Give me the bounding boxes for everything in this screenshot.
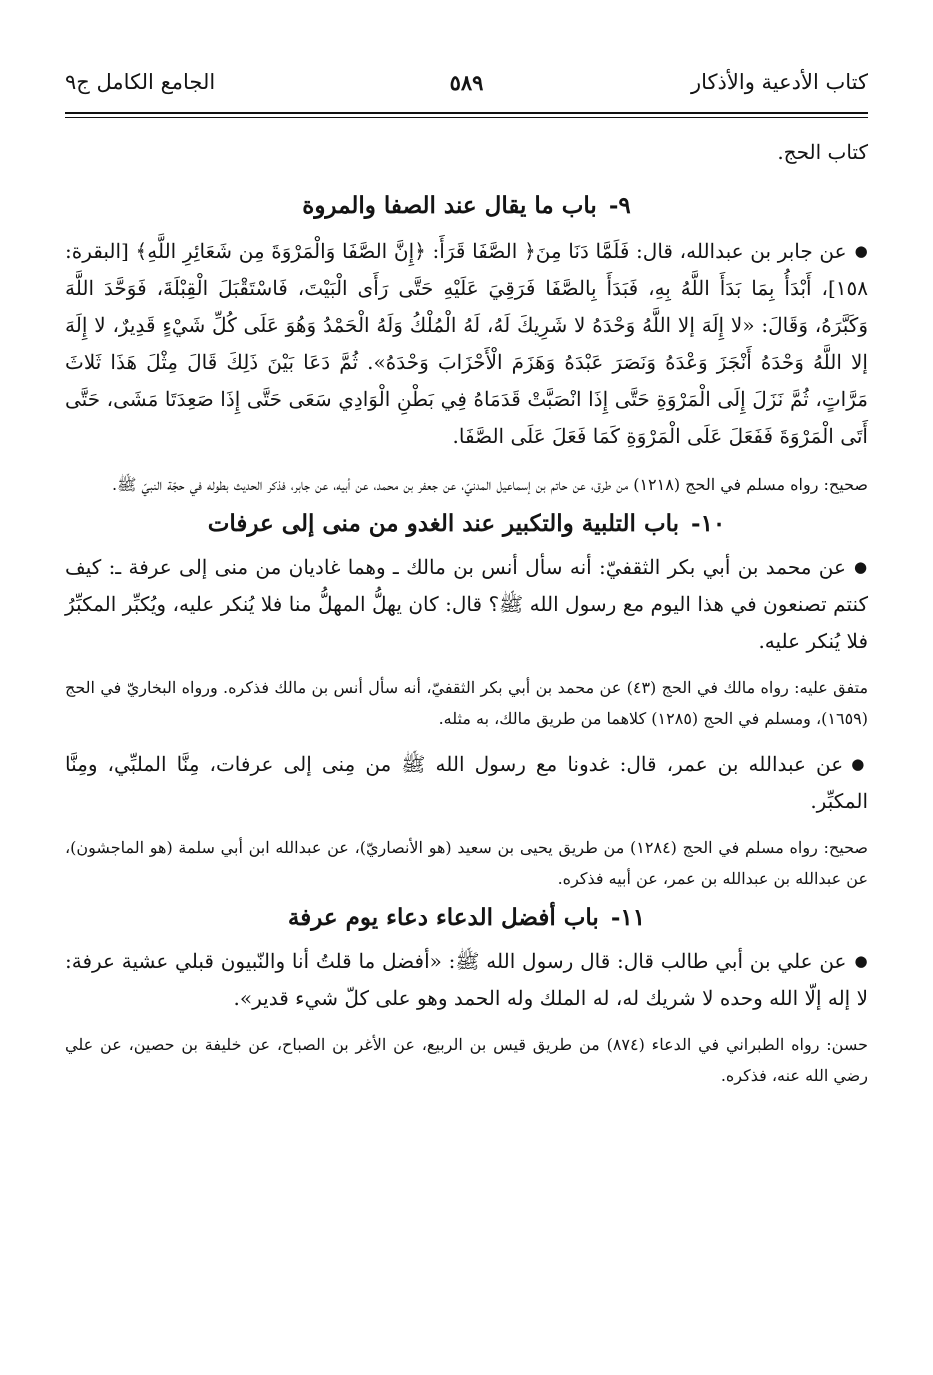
section-number: ١٠-: [691, 510, 726, 537]
section-heading-10: [65, 512, 868, 535]
hadith-text: عن عبدالله بن عمر، قال: غدونا مع رسول الله ﷺ من مِنى إلى عرفات، مِنَّا الملبِّي، ومِنَّا المكبِّر.: [65, 752, 868, 813]
hadith-grading: متفق عليه: رواه مالك في الحج (٤٣) عن محمد بن أبي بكر الثقفيّ، أنه سأل أنس بن مالك فذكره. ورواه البخاريّ في الحج (١٦٥٩)، ومسلم في الحج (١٢٨٥) كلاهما من طريق مالك، به مثله.: [65, 678, 869, 728]
header-rule-thin: [65, 117, 868, 118]
running-header: [65, 62, 868, 112]
book-title: كتاب الأدعية والأذكار: [691, 70, 868, 94]
section-title: باب التلبية والتكبير عند الغدو من منى إلى عرفات: [207, 510, 680, 537]
section-title: باب ما يقال عند الصفا والمروة: [302, 192, 597, 219]
hadith-grading: صحيح: رواه مسلم في الحج (١٢٨٤) من طريق يحيى بن سعيد (هو الأنصاريّ)، عن عبدالله ابن أبي سلمة (هو الماجشون)، عن عبدالله بن عبدالله بن عمر، عن أبيه فذكره.: [65, 838, 868, 888]
page-number: ٥٨٩: [449, 70, 484, 95]
volume-label: الجامع الكامل ج٩: [65, 70, 216, 94]
hadith-paragraph: [65, 943, 868, 1017]
hadith-paragraph: [65, 746, 868, 820]
hadith-text: عن محمد بن أبي بكر الثقفيّ: أنه سأل أنس بن مالك ـ وهما غاديان من منى إلى عرفة ـ: كيف كنتم تصنعون في هذا اليوم مع رسول الله ﷺ؟ قال: كان يهلُّ المهلُّ منا فلا يُنكر عليه، ويُكبِّر المكبِّرُ فلا يُنكر عليه.: [65, 555, 868, 653]
bullet-icon: ●: [851, 755, 868, 773]
hadith-paragraph: [65, 233, 868, 455]
bullet-icon: ●: [854, 242, 868, 260]
section-number: ١١-: [610, 904, 646, 931]
bullet-icon: ●: [853, 558, 868, 576]
bullet-icon: ●: [854, 952, 868, 970]
section-title: باب أفضل الدعاء دعاء يوم عرفة: [287, 904, 599, 931]
page-body: [65, 142, 868, 1091]
section-heading-9: [65, 194, 868, 217]
hadith-paragraph: [65, 549, 868, 660]
header-rule-thick: [65, 112, 868, 114]
section-heading-11: [65, 906, 868, 929]
continuation-text: كتاب الحج.: [777, 140, 868, 164]
hadith-grading: صحيح: رواه مسلم في الحج (١٢١٨) من طرق، عن حاتم بن إسماعيل المدنيّ، عن جعفر بن محمد، عن أبيه، عن جابر، فذكر الحديث بطوله في حجّة النبيّ ﷺ.: [112, 475, 868, 494]
hadith-text: عن علي بن أبي طالب قال: قال رسول الله ﷺ: «أفضل ما قلتُ أنا والنّبيون قبلي عشية عرفة: لا إله إلّا الله وحده لا شريك له، له الملك وله الحمد وهو على كلّ شيء قدير».: [65, 949, 868, 1010]
section-number: ٩-: [608, 192, 631, 219]
hadith-text: عن جابر بن عبدالله، قال: فَلَمَّا دَنَا مِنَ﴿ الصَّفَا قَرَأَ: ﴿إِنَّ الصَّفَا وَالْمَرْوَةَ مِن شَعَائِرِ اللَّهِ﴾ [البقرة: ١٥٨]، أَبْدَأُ بِمَا بَدَأَ اللَّهُ بِهِ، فَبَدَأَ بِالصَّفَا فَرَقِيَ عَلَيْهِ حَتَّى رَأَى الْبَيْتَ، فَاسْتَقْبَلَ الْقِبْلَةَ، فَوَحَّدَ اللَّهَ وَكَبَّرَهُ، وَقَالَ: «لا إِلَهَ إلا اللَّهُ وَحْدَهُ لا شَرِيكَ لَهُ، لَهُ الْمُلْكُ وَلَهُ الْحَمْدُ وَهُوَ عَلَى كُلِّ شَيْءٍ قَدِيرٌ، لا إِلَهَ إلا اللَّهُ وَحْدَهُ أَنْجَزَ وَعْدَهُ وَنَصَرَ عَبْدَهُ وَهَزَمَ الْأَحْزَابَ وَحْدَهُ». ثُمَّ دَعَا بَيْنَ ذَلِكَ قَالَ مِثْلَ هَذَا ثَلاثَ مَرَّاتٍ، ثُمَّ نَزَلَ إِلَى الْمَرْوَةِ حَتَّى إِذَا انْصَبَّتْ قَدَمَاهُ فِي بَطْنِ الْوَادِي سَعَى حَتَّى إِذَا صَعِدَتَا مَشَى، حَتَّى أَتَى الْمَرْوَةَ فَفَعَلَ عَلَى الْمَرْوَةِ كَمَا فَعَلَ عَلَى الصَّفَا.: [65, 239, 868, 448]
hadith-grading: حسن: رواه الطبراني في الدعاء (٨٧٤) من طريق قيس بن الربيع، عن الأغر بن الصباح، عن خليفة بن حصين، عن علي رضي الله عنه، فذكره.: [65, 1035, 868, 1085]
